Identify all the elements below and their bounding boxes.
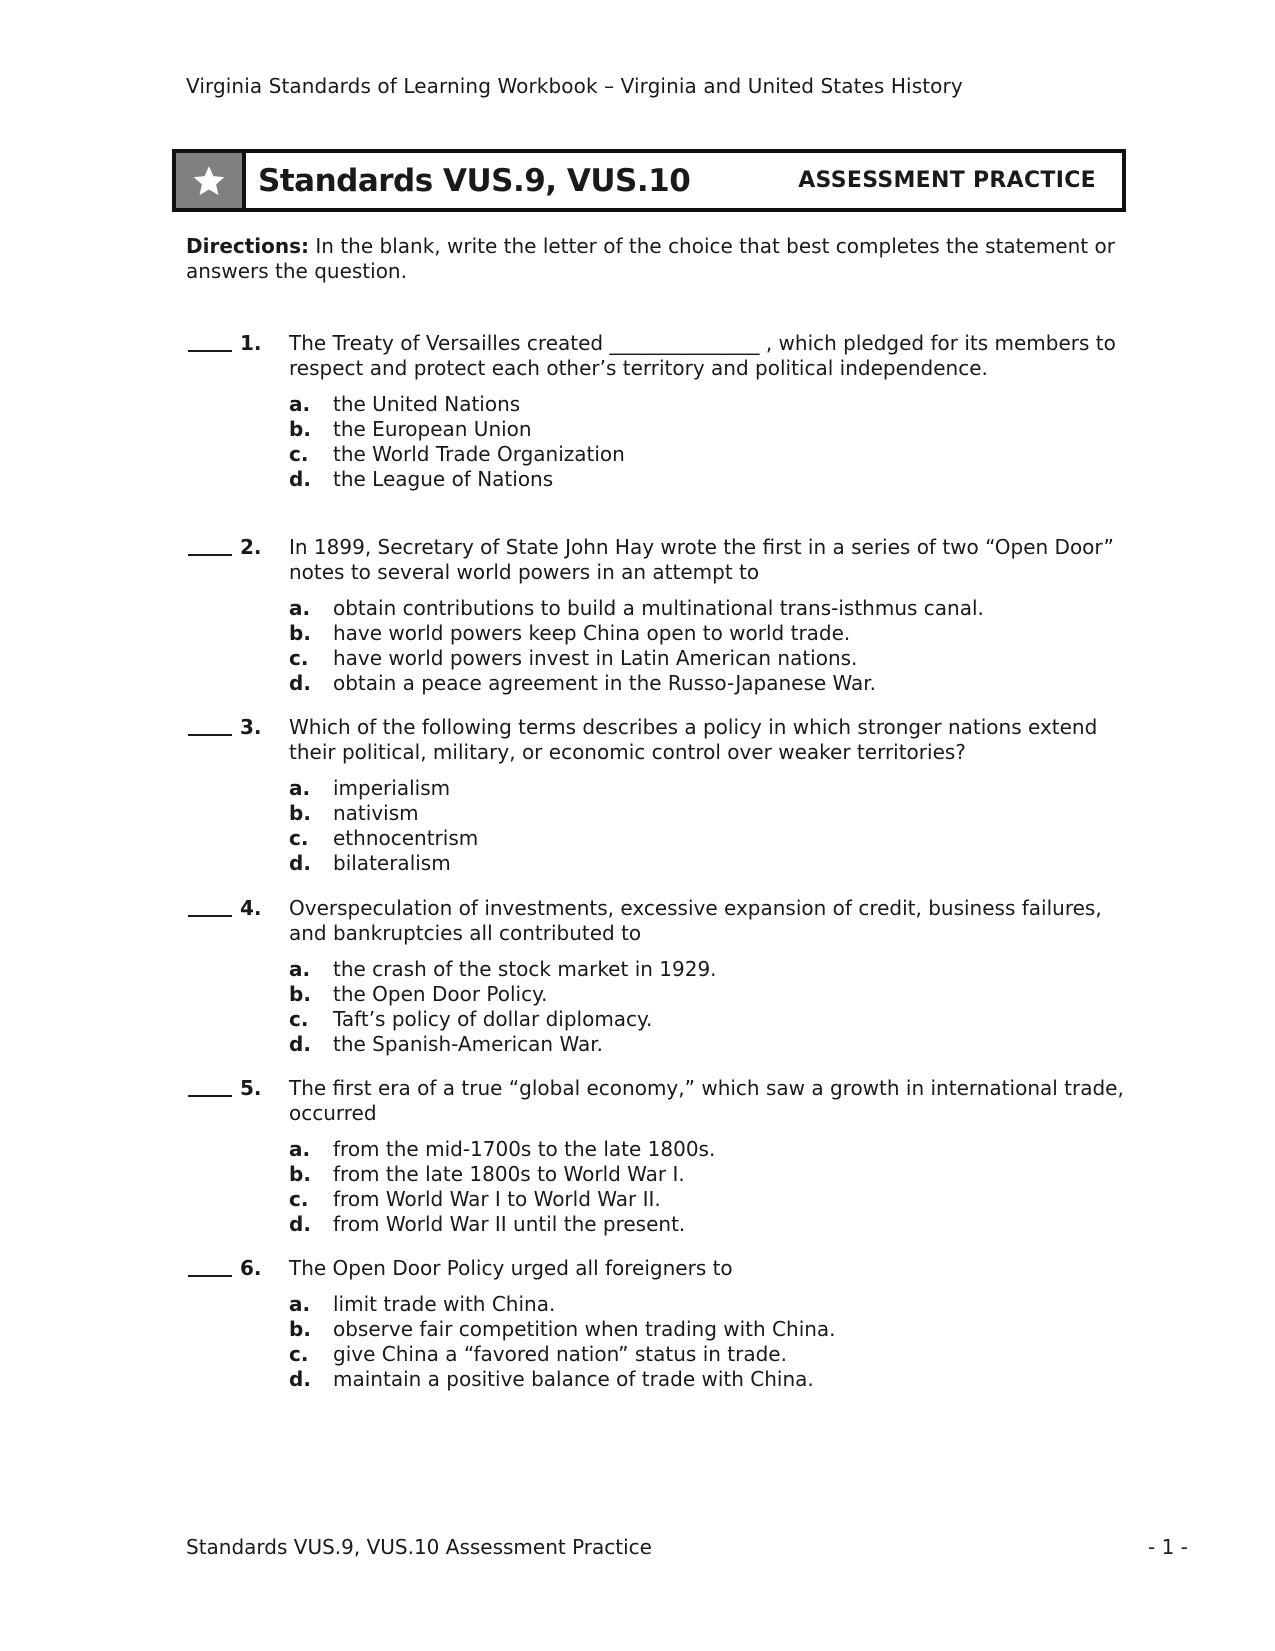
choice-letter: c. [289, 442, 309, 466]
choice-letter: c. [289, 1007, 309, 1031]
page-number: - 1 - [1148, 1535, 1188, 1559]
choice-letter: c. [289, 1187, 309, 1211]
choice-text: the European Union [333, 417, 532, 441]
choice-text: obtain a peace agreement in the Russo-Japanese War. [333, 671, 877, 695]
choice-text: nativism [333, 801, 419, 825]
choice-letter: b. [289, 1317, 311, 1341]
question-number: 3. [240, 715, 262, 739]
choice-item [289, 671, 1136, 696]
choice-text: from World War I to World War II. [333, 1187, 661, 1211]
choice-text: limit trade with China. [333, 1292, 556, 1316]
choice-list [289, 957, 1136, 1057]
choice-item [289, 467, 1136, 492]
choice-letter: c. [289, 826, 309, 850]
question-stem: In 1899, Secretary of State John Hay wrote the first in a series of two “Open Door” notes to several world powers in an attempt to [289, 535, 1114, 584]
directions [186, 234, 1136, 284]
choice-item [289, 442, 1136, 467]
answer-blank[interactable] [188, 535, 232, 556]
choice-text: the crash of the stock market in 1929. [333, 957, 717, 981]
question-number: 2. [240, 535, 262, 559]
choice-text: the United Nations [333, 392, 521, 416]
choice-item [289, 392, 1136, 417]
choice-item [289, 851, 1136, 876]
choice-text: imperialism [333, 776, 451, 800]
choice-letter: a. [289, 596, 311, 620]
directions-text: In the blank, write the letter of the choice that best completes the statement or answers the question. [186, 234, 1115, 283]
choice-item [289, 1212, 1136, 1237]
choice-item [289, 1162, 1136, 1187]
choice-text: Taft’s policy of dollar diplomacy. [333, 1007, 653, 1031]
answer-blank[interactable] [188, 1256, 232, 1277]
choice-item [289, 596, 1136, 621]
choice-text: the Spanish-American War. [333, 1032, 603, 1056]
choice-item [289, 801, 1136, 826]
choice-item [289, 1007, 1136, 1032]
choice-item [289, 957, 1136, 982]
choice-item [289, 1342, 1136, 1367]
choice-item [289, 776, 1136, 801]
choice-list [289, 776, 1136, 876]
star-icon [176, 153, 246, 208]
choice-letter: b. [289, 621, 311, 645]
choice-item [289, 417, 1136, 442]
choice-letter: b. [289, 417, 311, 441]
choice-text: from World War II until the present. [333, 1212, 686, 1236]
choice-letter: b. [289, 801, 311, 825]
choice-letter: a. [289, 776, 311, 800]
question-number: 6. [240, 1256, 262, 1280]
choice-list [289, 392, 1136, 492]
question-item [186, 1256, 1136, 1392]
choice-letter: d. [289, 1367, 311, 1391]
choice-list [289, 1137, 1136, 1237]
choice-letter: c. [289, 646, 309, 670]
choice-text: from the late 1800s to World War I. [333, 1162, 685, 1186]
choice-item [289, 621, 1136, 646]
question-item [186, 1076, 1136, 1237]
banner-label: ASSESSMENT PRACTICE [798, 168, 1096, 193]
choice-item [289, 1032, 1136, 1057]
answer-blank[interactable] [188, 1076, 232, 1097]
question-number: 4. [240, 896, 262, 920]
choice-letter: d. [289, 851, 311, 875]
choice-text: maintain a positive balance of trade with China. [333, 1367, 814, 1391]
footer-title: Standards VUS.9, VUS.10 Assessment Practice [186, 1535, 652, 1559]
question-stem: The Treaty of Versailles created _______________ , which pledged for its members to respect and protect each other’s territory and political independence. [289, 331, 1116, 380]
question-stem: The first era of a true “global economy,” which saw a growth in international trade, occurred [289, 1076, 1124, 1125]
question-stem: Which of the following terms describes a policy in which stronger nations extend their political, military, or economic control over weaker territories? [289, 715, 1098, 764]
choice-letter: a. [289, 1137, 311, 1161]
banner-title: Standards VUS.9, VUS.10 [258, 162, 691, 199]
choice-letter: b. [289, 982, 311, 1006]
choice-letter: a. [289, 392, 311, 416]
answer-blank[interactable] [188, 331, 232, 352]
question-item [186, 896, 1136, 1057]
choice-letter: d. [289, 1032, 311, 1056]
question-number: 1. [240, 331, 262, 355]
choice-text: the Open Door Policy. [333, 982, 548, 1006]
choice-letter: c. [289, 1342, 309, 1366]
choice-letter: d. [289, 1212, 311, 1236]
running-header: Virginia Standards of Learning Workbook – Virginia and United States History [186, 74, 963, 98]
question-stem: The Open Door Policy urged all foreigners to [289, 1256, 733, 1280]
choice-text: the World Trade Organization [333, 442, 625, 466]
choice-list [289, 596, 1136, 696]
choice-text: ethnocentrism [333, 826, 479, 850]
choice-letter: d. [289, 671, 311, 695]
choice-text: give China a “favored nation” status in trade. [333, 1342, 787, 1366]
choice-item [289, 982, 1136, 1007]
choice-text: have world powers invest in Latin American nations. [333, 646, 858, 670]
choice-text: observe fair competition when trading with China. [333, 1317, 836, 1341]
choice-item [289, 1187, 1136, 1212]
choice-item [289, 1317, 1136, 1342]
choice-letter: a. [289, 957, 311, 981]
choice-item [289, 1367, 1136, 1392]
choice-letter: b. [289, 1162, 311, 1186]
choice-list [289, 1292, 1136, 1392]
answer-blank[interactable] [188, 715, 232, 736]
choice-text: from the mid-1700s to the late 1800s. [333, 1137, 716, 1161]
question-item [186, 331, 1136, 492]
standards-banner [172, 149, 1126, 212]
question-item [186, 535, 1136, 696]
question-item [186, 715, 1136, 876]
choice-text: bilateralism [333, 851, 451, 875]
choice-item [289, 1137, 1136, 1162]
choice-item [289, 1292, 1136, 1317]
directions-label: Directions: [186, 234, 310, 258]
choice-item [289, 826, 1136, 851]
question-number: 5. [240, 1076, 262, 1100]
question-stem: Overspeculation of investments, excessive expansion of credit, business failures, and bankruptcies all contributed to [289, 896, 1102, 945]
choice-text: obtain contributions to build a multinational trans-isthmus canal. [333, 596, 984, 620]
answer-blank[interactable] [188, 896, 232, 917]
choice-text: the League of Nations [333, 467, 554, 491]
choice-item [289, 646, 1136, 671]
choice-letter: d. [289, 467, 311, 491]
choice-letter: a. [289, 1292, 311, 1316]
choice-text: have world powers keep China open to world trade. [333, 621, 851, 645]
